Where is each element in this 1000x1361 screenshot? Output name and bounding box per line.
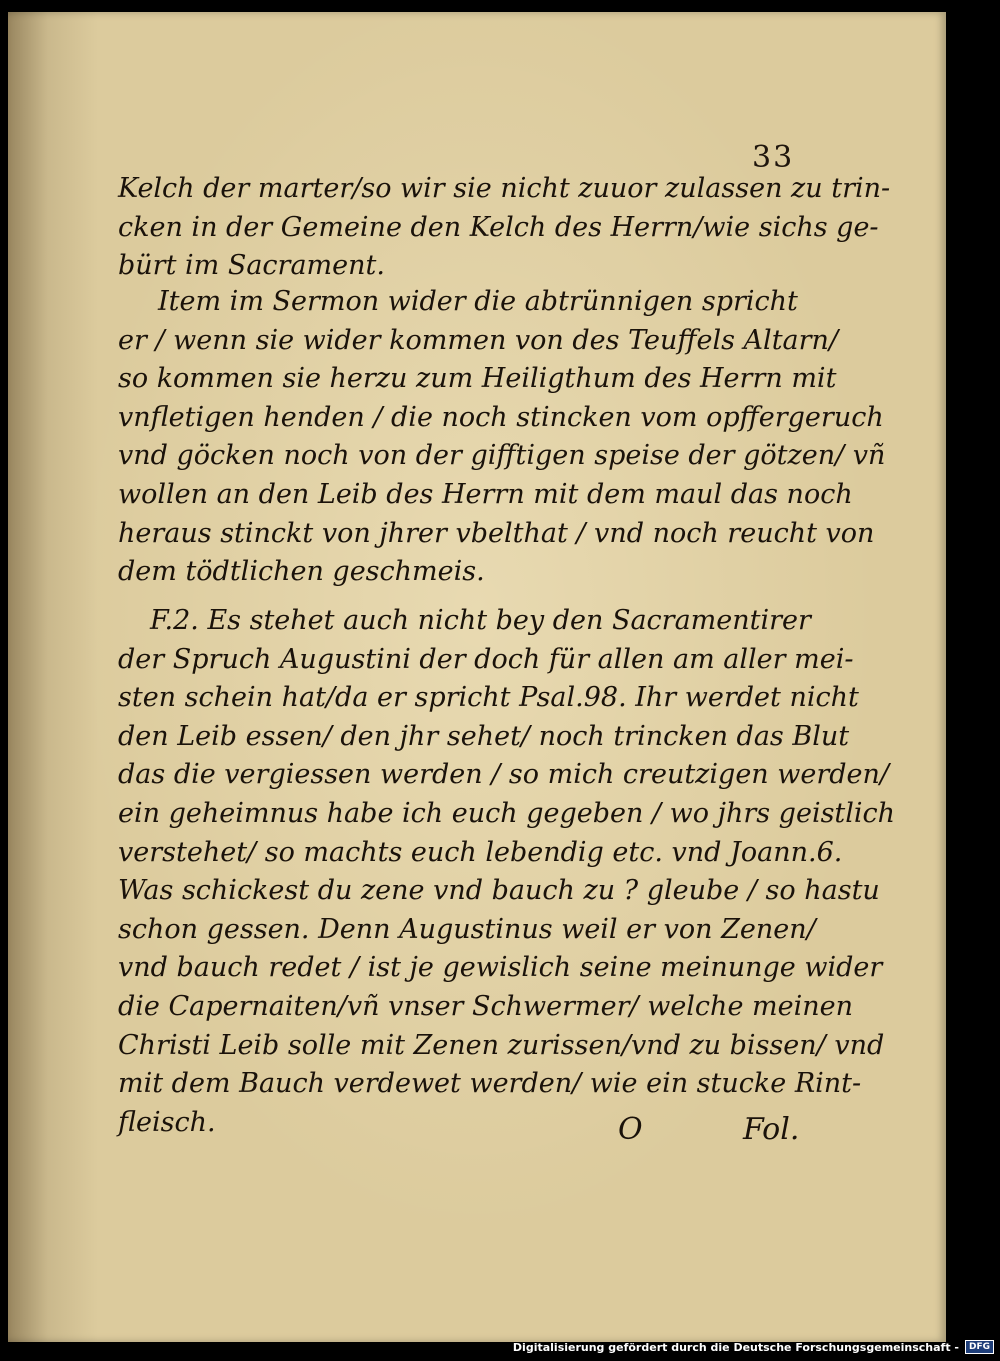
text-line: fleisch. bbox=[118, 1106, 216, 1138]
page-number: 33 bbox=[752, 140, 795, 175]
text-line: den Leib essen/ den jhr sehet/ noch trincken das Blut bbox=[118, 720, 850, 752]
text-line: Was schickest du zene vnd bauch zu ? gleube / so hastu bbox=[118, 875, 880, 907]
text-line: verstehet/ so machts euch lebendig etc. vnd Joann.6. bbox=[118, 836, 843, 868]
paragraph-3 bbox=[118, 602, 896, 1142]
text-line: vnd göcken noch von der gifftigen speise der götzen/ vñ bbox=[118, 440, 886, 472]
text-line: schon gessen. Denn Augustinus weil er von Zenen/ bbox=[118, 913, 816, 945]
text-line: cken in der Gemeine den Kelch des Herrn/wie sichs ge- bbox=[118, 211, 879, 243]
text-line: das die vergiessen werden / so mich creutzigen werden/ bbox=[118, 759, 890, 791]
paragraph-2 bbox=[118, 283, 886, 592]
text-line: ein geheimnus habe ich euch gegeben / wo jhrs geistlich bbox=[118, 797, 896, 829]
text-line: mit dem Bauch verdewet werden/ wie ein stucke Rint- bbox=[118, 1068, 862, 1100]
book-page bbox=[8, 12, 946, 1342]
text-line: Item im Sermon wider die abtrünnigen spricht bbox=[158, 286, 798, 317]
dfg-logo-icon: DFG bbox=[965, 1340, 994, 1354]
paragraph-1 bbox=[118, 170, 891, 286]
text-line: F.2. Es stehet auch nicht bey den Sacramentirer bbox=[150, 605, 811, 636]
text-line: bürt im Sacrament. bbox=[118, 250, 385, 282]
text-line: heraus stinckt von jhrer vbelthat / vnd noch reucht von bbox=[118, 517, 875, 549]
text-line: vnd bauch redet / ist je gewislich seine meinunge wider bbox=[118, 952, 883, 984]
text-line: der Spruch Augustini der doch für allen am aller mei- bbox=[118, 643, 854, 675]
text-line: er / wenn sie wider kommen von des Teuffels Altarn/ bbox=[118, 324, 839, 356]
text-line: wollen an den Leib des Herrn mit dem maul das noch bbox=[118, 478, 853, 510]
text-line: so kommen sie herzu zum Heiligthum des Herrn mit bbox=[118, 363, 837, 395]
text-line: die Capernaiten/vñ vnser Schwermer/ welche meinen bbox=[118, 990, 853, 1022]
text-line: sten schein hat/da er spricht Psal.98. Ihr werdet nicht bbox=[118, 682, 859, 714]
catchword: Fol. bbox=[743, 1112, 800, 1147]
credit-text: Digitalisierung gefördert durch die Deutsche Forschungsgemeinschaft - bbox=[512, 1340, 959, 1354]
text-line: vnfletigen henden / die noch stincken vom opffergeruch bbox=[118, 401, 884, 433]
signature-mark: O bbox=[618, 1112, 643, 1147]
text-line: Christi Leib solle mit Zenen zurissen/vnd zu bissen/ vnd bbox=[118, 1029, 885, 1061]
text-line: dem tödtlichen geschmeis. bbox=[118, 556, 485, 588]
text-line: Kelch der marter/so wir sie nicht zuuor zulassen zu trin- bbox=[118, 173, 891, 204]
digitization-credit bbox=[513, 1337, 994, 1357]
